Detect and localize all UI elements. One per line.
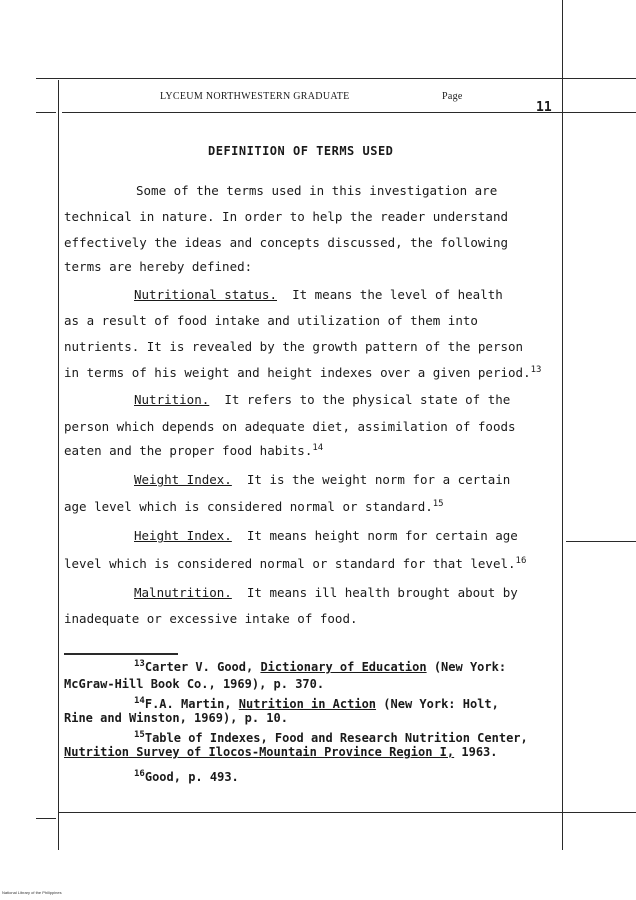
definition-text: eaten and the proper food habits. (64, 443, 313, 458)
definition-line: nutrients. It is revealed by the growth pattern of the person (64, 339, 524, 354)
scan-footer-text: National Library of the Philippines (2, 890, 62, 895)
definition-line (64, 443, 323, 458)
definition-line (64, 365, 541, 380)
term-height-index (134, 528, 518, 543)
footnote-ref: 15 (432, 499, 444, 509)
intro-line-3: effectively the ideas and concepts discussed, the following (64, 235, 509, 250)
right-tick-line (566, 541, 636, 542)
report-title: Nutrition Survey of Ilocos-Mountain Province Region I, (64, 745, 455, 759)
definition-line (64, 556, 526, 571)
right-margin-line (562, 0, 563, 850)
page-label: Page (442, 91, 463, 102)
footnote-13: $^{13}$Carter V. Good, Dictionary of Education (New York: (134, 659, 507, 674)
book-title: Dictionary of Education (260, 660, 427, 674)
definition-text: level which is considered normal or standard for that level. (64, 556, 516, 571)
footnote-15: $^{15}$Table of Indexes, Food and Research Nutrition Center, (134, 730, 528, 745)
bottom-border-line (58, 812, 636, 813)
left-tick-line (36, 112, 56, 113)
definition-line: person which depends on adequate diet, assimilation of foods (64, 419, 516, 434)
footnote-ref: 16 (515, 556, 527, 566)
institution-header: LYCEUM NORTHWESTERN GRADUATE (160, 91, 350, 102)
footnote-ref: 13 (530, 365, 542, 375)
definition-text: It means height norm for certain age (246, 528, 518, 543)
term-label: Height Index. (134, 528, 232, 543)
term-nutrition (134, 392, 510, 407)
definition-text: It is the weight norm for a certain (246, 472, 511, 487)
definition-text: It means the level of health (292, 287, 503, 302)
term-label: Nutritional status. (134, 287, 277, 302)
footnote-ref: 14 (312, 443, 324, 453)
definition-text: It refers to the physical state of the (224, 392, 511, 407)
book-title: Nutrition in Action (238, 697, 377, 711)
intro-line-1: Some of the terms used in this investigation are (136, 183, 498, 198)
term-label: Malnutrition. (134, 585, 232, 600)
term-label: Nutrition. (134, 392, 210, 407)
section-title: DEFINITION OF TERMS USED (208, 144, 394, 158)
term-malnutrition (134, 585, 518, 600)
definition-text: age level which is considered normal or standard. (64, 499, 433, 514)
left-margin-line (58, 80, 59, 850)
footnote-number: 16 (134, 769, 145, 779)
term-nutritional-status (134, 287, 503, 302)
footnote-14: $^{14}$F.A. Martin, Nutrition in Action (New York: Holt, (134, 696, 499, 711)
page-number: 11 (536, 100, 552, 115)
intro-line-2: technical in nature. In order to help the reader understand (64, 209, 509, 224)
definition-line: inadequate or excessive intake of food. (64, 611, 358, 626)
footnote-number: 14 (134, 696, 145, 706)
footnote-14-line-2: Rine and Winston, 1969), p. 10. (64, 711, 288, 725)
footnote-13-line-2: McGraw-Hill Book Co., 1969), p. 370. (64, 677, 325, 691)
bottom-border-line-2 (36, 818, 56, 819)
definition-line: as a result of food intake and utilization of them into (64, 313, 478, 328)
definition-line (64, 499, 444, 514)
footnote-number: 15 (134, 730, 145, 740)
definition-text: It means ill health brought about by (246, 585, 518, 600)
footnote-separator (64, 653, 178, 655)
definition-text: in terms of his weight and height indexes over a given period. (64, 365, 531, 380)
intro-line-4: terms are hereby defined: (64, 259, 253, 274)
footnote-15-line-2: Nutrition Survey of Ilocos-Mountain Province Region I, 1963. (64, 745, 498, 759)
term-weight-index (134, 472, 510, 487)
footnote-16: $^{16}$Good, p. 493. (134, 769, 239, 784)
top-border-line (36, 78, 636, 79)
term-label: Weight Index. (134, 472, 232, 487)
footnote-number: 13 (134, 659, 145, 669)
